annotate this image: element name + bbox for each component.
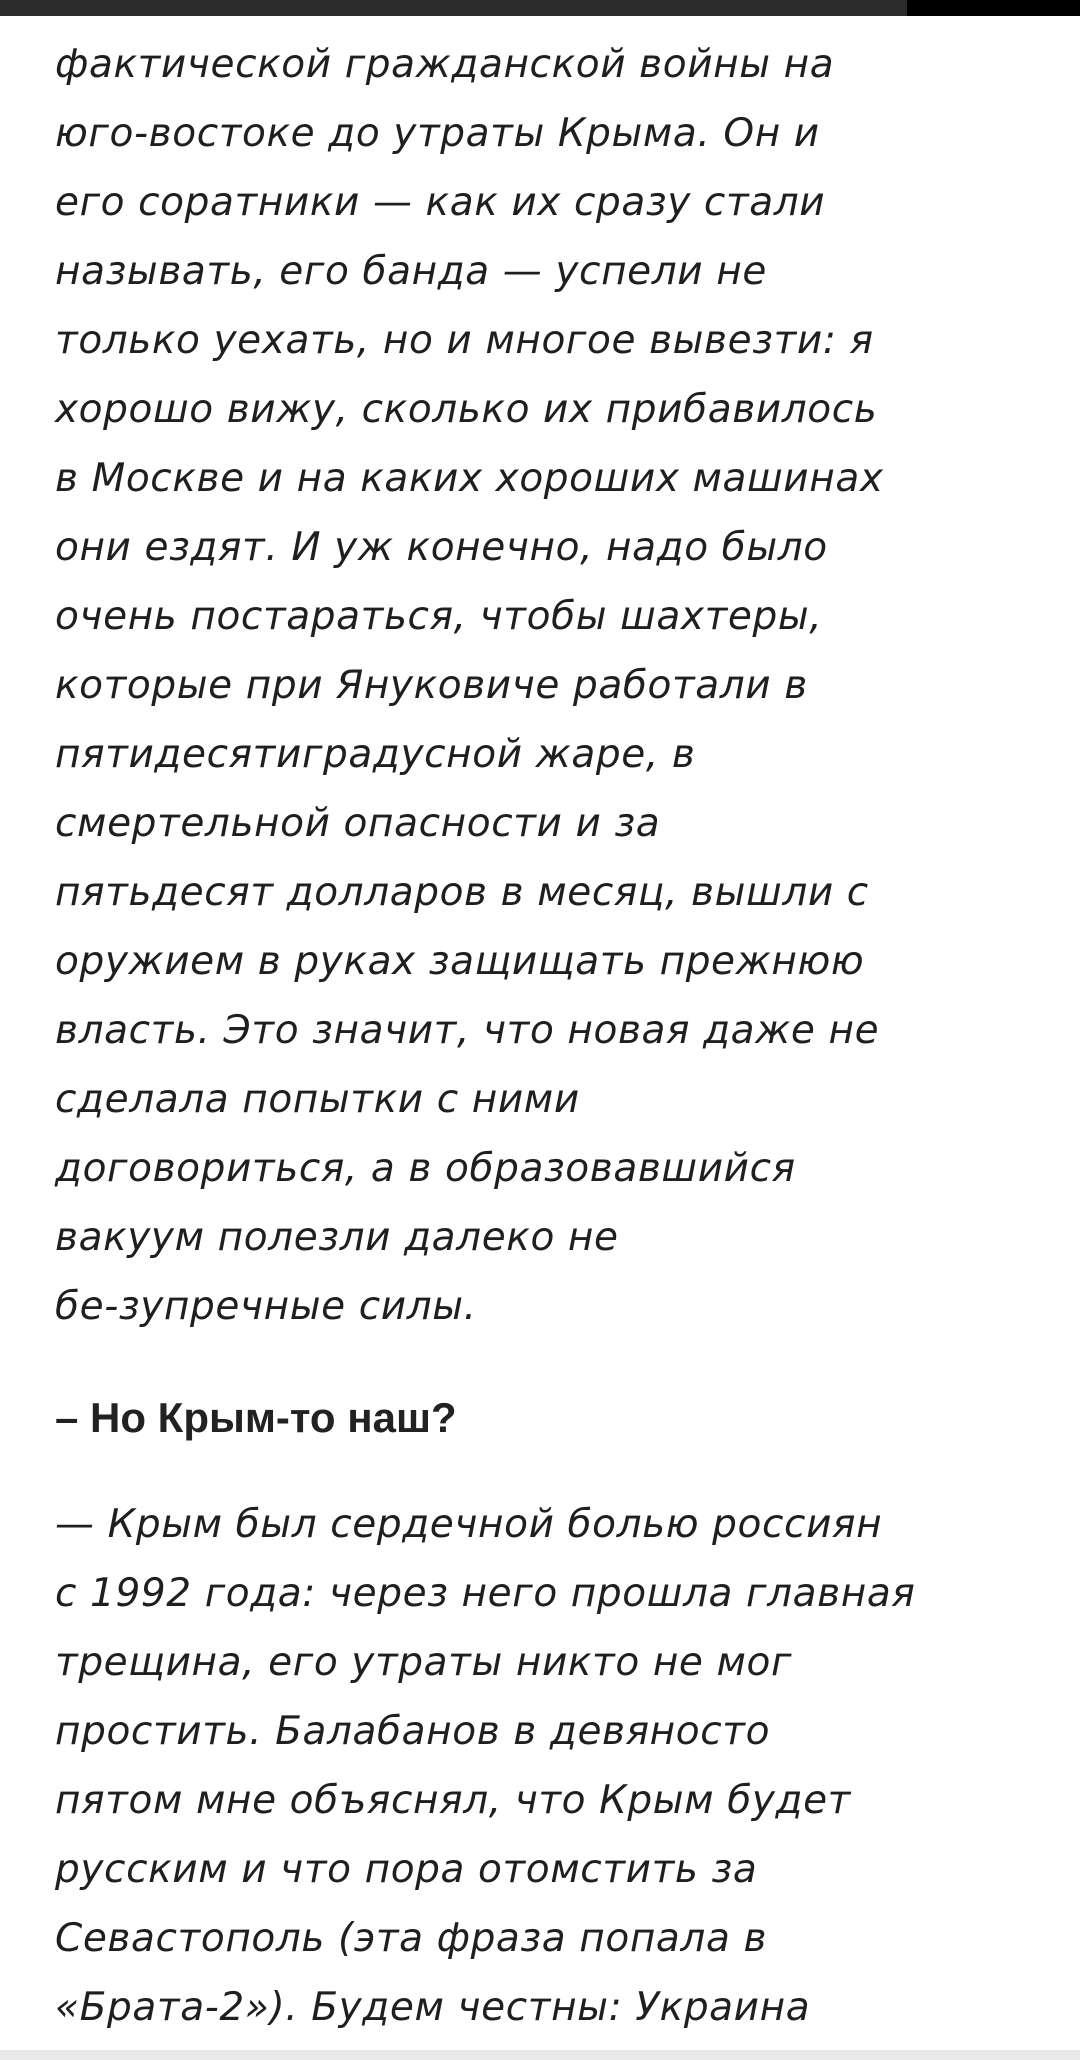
text-line: пятом мне объяснял, что Крым будет [55, 1778, 852, 1823]
text-line: его соратники — как их сразу стали [55, 180, 826, 225]
text-line: бе-зупречные силы. [55, 1284, 477, 1329]
text-line: только уехать, но и многое вывезти: я [55, 318, 874, 363]
text-line: они ездят. И уж конечно, надо было [55, 525, 828, 570]
text-line: «Брата-2»). Будем честны: Украина [55, 1985, 811, 2030]
text-line: очень постараться, чтобы шахтеры, [55, 594, 823, 639]
article-paragraph [55, 30, 884, 1341]
bottom-edge [0, 2050, 1080, 2060]
text-line: русским и что пора отомстить за [55, 1847, 758, 1892]
text-line: называть, его банда — успели не [55, 249, 767, 294]
text-line: сделала попытки с ними [55, 1077, 580, 1122]
text-line: хорошо вижу, сколько их прибавилось [55, 387, 878, 432]
reading-progress-fill [0, 0, 907, 16]
article-paragraph [55, 1490, 915, 2042]
reading-progress-bar [0, 0, 1080, 16]
text-line: вакуум полезли далеко не [55, 1215, 619, 1260]
text-line: пятидесятиградусной жаре, в [55, 732, 696, 777]
text-line: фактической гражданской войны на [55, 42, 835, 87]
text-line: власть. Это значит, что новая даже не [55, 1008, 880, 1053]
text-line: юго-востоке до утраты Крыма. Он и [55, 111, 820, 156]
text-line: договориться, а в образовавшийся [55, 1146, 796, 1191]
text-line: Севастополь (эта фраза попала в [55, 1916, 768, 1961]
text-line: оружием в руках защищать прежнюю [55, 939, 865, 984]
text-line: которые при Януковиче работали в [55, 663, 808, 708]
text-line: с 1992 года: через него прошла главная [55, 1571, 916, 1616]
text-line: пятьдесят долларов в месяц, вышли с [55, 870, 869, 915]
interview-question: – Но Крым-то наш? [55, 1394, 457, 1441]
text-line: в Москве и на каких хороших машинах [55, 456, 884, 501]
text-line: смертельной опасности и за [55, 801, 661, 846]
text-line: простить. Балабанов в девяносто [55, 1709, 771, 1754]
text-line: — Крым был сердечной болью россиян [55, 1502, 883, 1547]
text-line: трещина, его утраты никто не мог [55, 1640, 793, 1685]
